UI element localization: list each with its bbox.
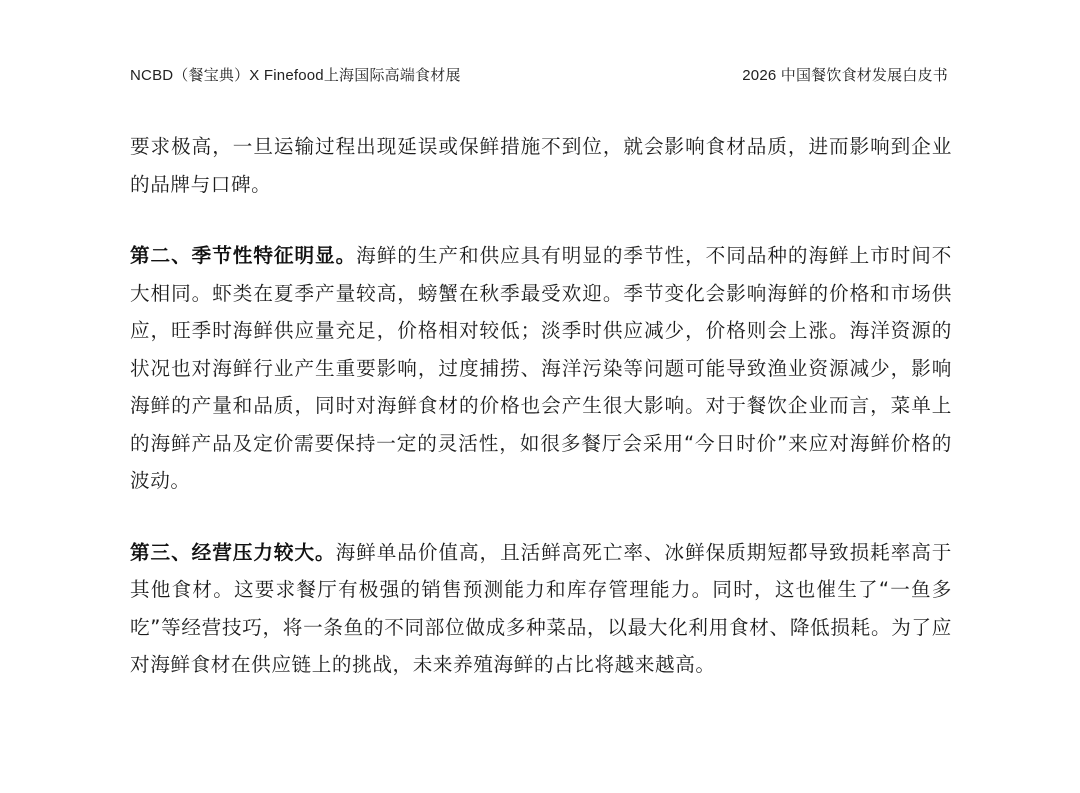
paragraph-lead: 第二、季节性特征明显。 bbox=[130, 244, 357, 267]
paragraph-continuation bbox=[130, 128, 952, 203]
body-text bbox=[130, 128, 952, 684]
paragraph-text: 海鲜单品价值高，且活鲜高死亡率、冰鲜保质期短都导致损耗率高于其他食材。这要求餐厅有极强的销售预测能力和库存管理能力。同时，这也催生了“一鱼多吃”等经营技巧，将一条鱼的不同部位做成多种菜品，以最大化利用食材、降低损耗。为了应对海鲜食材在供应链上的挑战，未来养殖海鲜的占比将越来越高。 bbox=[130, 540, 953, 676]
paragraph-text: 要求极高，一旦运输过程出现延误或保鲜措施不到位，就会影响食材品质，进而影响到企业的品牌与口碑。 bbox=[130, 135, 952, 196]
header-left-title: NCBD（餐宝典）X Finefood上海国际高端食材展 bbox=[130, 67, 461, 84]
paragraph-text: 海鲜的生产和供应具有明显的季节性，不同品种的海鲜上市时间不大相同。虾类在夏季产量较高，螃蟹在秋季最受欢迎。季节变化会影响海鲜的价格和市场供应，旺季时海鲜供应量充足，价格相对较低；淡季时供应减少，价格则会上涨。海洋资源的状况也对海鲜行业产生重要影响，过度捕捞、海洋污染等问题可能导致渔业资源减少，影响海鲜的产量和品质，同时对海鲜食材的价格也会产生很大影响。对于餐饮企业而言，菜单上的海鲜产品及定价需要保持一定的灵活性，如很多餐厅会采用“今日时价”来应对海鲜价格的波动。 bbox=[130, 244, 952, 492]
paragraph-operating-pressure bbox=[130, 534, 952, 684]
paragraph-lead: 第三、经营压力较大。 bbox=[130, 540, 336, 564]
page-header bbox=[130, 64, 948, 85]
header-right-title: 2026 中国餐饮食材发展白皮书 bbox=[742, 67, 948, 84]
paragraph-seasonality bbox=[130, 237, 952, 500]
